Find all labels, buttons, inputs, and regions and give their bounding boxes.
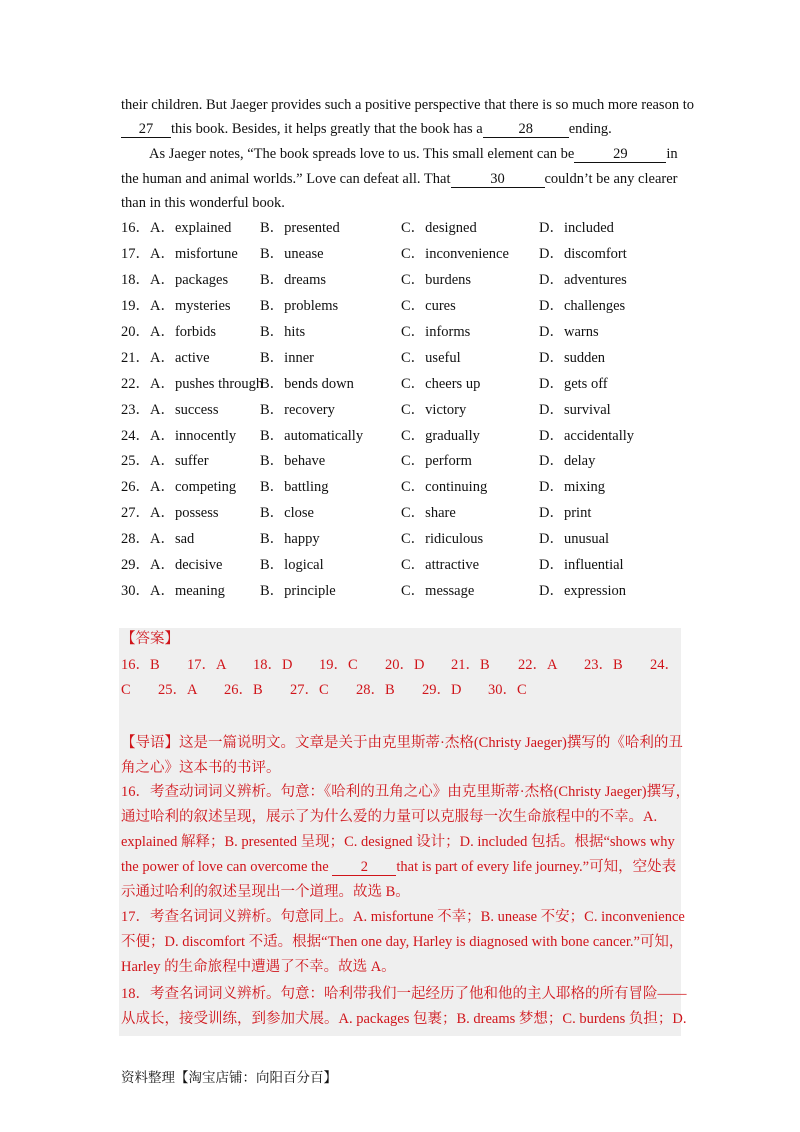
option-c: C．victory	[401, 402, 467, 418]
option-b: B．automatically	[260, 428, 364, 444]
answer-item: C	[121, 682, 131, 698]
option-a: 27．A．possess	[121, 505, 219, 521]
option-c: C．gradually	[401, 428, 480, 444]
answer-item: 26．B	[224, 682, 263, 698]
option-c: C．cures	[401, 298, 456, 314]
page-footer: 资料整理【淘宝店铺：向阳百分百】	[121, 1070, 337, 1086]
option-b: B．hits	[260, 324, 306, 340]
answer-item: 24．	[650, 657, 679, 673]
option-d: D．sudden	[539, 350, 606, 366]
blank-2: 2	[332, 859, 396, 876]
option-a: 16．A．explained	[121, 220, 232, 236]
option-d: D．warns	[539, 324, 599, 340]
option-a: 22．A．pushes through	[121, 376, 264, 392]
explanation-16-line-4-end: that is part of every life journey.”可知，空处表	[396, 859, 677, 875]
explanation-16-line-5: 示通过哈利的叙述呈现出一个道理。故选 B。	[121, 884, 410, 900]
passage-line-2-end: ending.	[568, 121, 612, 137]
option-a: 21．A．active	[121, 350, 210, 366]
option-c: C．inconvenience	[401, 246, 509, 262]
option-d: D．mixing	[539, 479, 606, 495]
option-d: D．discomfort	[539, 246, 627, 262]
blank-30: 30	[451, 171, 545, 188]
option-c: C．attractive	[401, 557, 480, 573]
answer-item: 18．D	[253, 657, 293, 673]
option-b: B．happy	[260, 531, 320, 547]
option-row	[121, 321, 681, 343]
option-a: 30．A．meaning	[121, 583, 225, 599]
option-b: B．behave	[260, 453, 326, 469]
option-d: D．gets off	[539, 376, 608, 392]
answer-item: 19．C	[319, 657, 358, 673]
blank-29: 29	[574, 146, 666, 163]
option-a: 25．A．suffer	[121, 453, 209, 469]
option-a: 23．A．success	[121, 402, 219, 418]
option-b: B．bends down	[260, 376, 354, 392]
option-b: B．unease	[260, 246, 324, 262]
explanation-16-line-2: 通过哈利的叙述呈现，展示了为什么爱的力量可以克服每一次生命旅程中的不幸。A.	[121, 809, 658, 825]
option-c: C．burdens	[401, 272, 472, 288]
answer-heading: 【答案】	[121, 631, 179, 647]
option-d: D．delay	[539, 453, 596, 469]
option-b: B．battling	[260, 479, 329, 495]
option-a: 24．A．innocently	[121, 428, 237, 444]
option-c: C．ridiculous	[401, 531, 484, 547]
option-a: 18．A．packages	[121, 272, 229, 288]
option-a: 17．A．misfortune	[121, 246, 238, 262]
option-a: 19．A．mysteries	[121, 298, 231, 314]
option-row	[121, 399, 681, 421]
option-c: C．informs	[401, 324, 471, 340]
answer-item: 27．C	[290, 682, 329, 698]
explanation-18-line-2: 从成长，接受训练，到参加犬展。A. packages 包裹；B. dreams 梦想；C. burdens 负担；D.	[121, 1011, 687, 1027]
option-c: C．useful	[401, 350, 461, 366]
option-d: D．print	[539, 505, 592, 521]
option-d: D．survival	[539, 402, 611, 418]
option-d: D．expression	[539, 583, 626, 599]
passage-line-2-text: this book. Besides, it helps greatly that the book has a	[171, 121, 483, 137]
option-a: 28．A．sad	[121, 531, 195, 547]
blank-27: 27	[121, 121, 171, 138]
answer-item: 30．C	[488, 682, 527, 698]
option-c: C．designed	[401, 220, 477, 236]
option-d: D．unusual	[539, 531, 610, 547]
option-row	[121, 502, 681, 524]
option-a: 29．A．decisive	[121, 557, 223, 573]
explanation-16-line-4	[121, 857, 676, 877]
option-c: C．perform	[401, 453, 472, 469]
option-row	[121, 450, 681, 472]
option-row	[121, 243, 681, 265]
blank-28: 28	[483, 121, 569, 138]
passage-line-4-end: couldn’t be any clearer	[544, 171, 678, 187]
answer-item: 25．A	[158, 682, 198, 698]
passage-line-3-text: As Jaeger notes, “The book spreads love to us. This small element can be	[149, 146, 575, 162]
option-row	[121, 347, 681, 369]
answer-item: 23．B	[584, 657, 623, 673]
passage-line-4-text: the human and animal worlds.” Love can defeat all. That	[121, 171, 451, 187]
option-c: C．cheers up	[401, 376, 481, 392]
answer-item: 22．A	[518, 657, 558, 673]
passage-line-2	[121, 119, 612, 139]
option-row	[121, 554, 681, 576]
option-a: 20．A．forbids	[121, 324, 217, 340]
option-d: D．accidentally	[539, 428, 635, 444]
answer-item: 29．D	[422, 682, 462, 698]
option-row	[121, 425, 681, 447]
option-b: B．presented	[260, 220, 340, 236]
option-b: B．logical	[260, 557, 324, 573]
passage-line-5: than in this wonderful book.	[121, 195, 285, 211]
answer-item: 20．D	[385, 657, 425, 673]
answer-item: 16．B	[121, 657, 160, 673]
option-c: C．continuing	[401, 479, 488, 495]
passage-line-1: their children. But Jaeger provides such a positive perspective that there is so much more reason to	[121, 97, 694, 113]
explanation-18-line-1: 18．考查名词词义辨析。句意：哈利带我们一起经历了他和他的主人耶格的所有冒险——	[121, 986, 687, 1002]
option-b: B．principle	[260, 583, 336, 599]
answer-row-1	[121, 655, 681, 675]
option-b: B．inner	[260, 350, 314, 366]
answer-item: 28．B	[356, 682, 395, 698]
option-d: D．adventures	[539, 272, 627, 288]
explanation-17-line-1: 17．考查名词词义辨析。句意同上。A. misfortune 不幸；B. unease 不安；C. inconvenience	[121, 909, 685, 925]
answer-item: 17．A	[187, 657, 227, 673]
explanation-17-line-3: Harley 的生命旅程中遭遇了不幸。故选 A。	[121, 959, 396, 975]
option-row	[121, 269, 681, 291]
answer-row-2	[121, 680, 681, 700]
guide-line-1: 【导语】这是一篇说明文。文章是关于由克里斯蒂·杰格(Christy Jaeger)撰写的《哈利的丑	[121, 735, 683, 751]
answer-item: 21．B	[451, 657, 490, 673]
option-row	[121, 580, 681, 602]
option-b: B．problems	[260, 298, 339, 314]
option-b: B．dreams	[260, 272, 327, 288]
option-b: B．close	[260, 505, 314, 521]
option-a: 26．A．competing	[121, 479, 237, 495]
option-row	[121, 295, 681, 317]
option-c: C．message	[401, 583, 475, 599]
option-b: B．recovery	[260, 402, 335, 418]
explanation-16-line-3: explained 解释；B. presented 呈现；C. designed 设计；D. included 包括。根据“shows why	[121, 834, 675, 850]
explanation-16-line-1: 16．考查动词词义辨析。句意：《哈利的丑角之心》由克里斯蒂·杰格(Christy Jaeger)撰写，	[121, 784, 691, 800]
option-row	[121, 528, 681, 550]
passage-line-3-end: in	[666, 146, 678, 162]
option-d: D．influential	[539, 557, 624, 573]
passage-line-3	[149, 144, 678, 164]
passage-line-4	[121, 169, 678, 189]
option-c: C．share	[401, 505, 456, 521]
option-row	[121, 373, 681, 395]
option-d: D．included	[539, 220, 614, 236]
option-row	[121, 476, 681, 498]
guide-line-2: 角之心》这本书的书评。	[121, 760, 281, 776]
option-d: D．challenges	[539, 298, 626, 314]
explanation-16-line-4-start: the power of love can overcome the	[121, 859, 329, 875]
explanation-17-line-2: 不便；D. discomfort 不适。根据“Then one day, Harley is diagnosed with bone cancer.”可知，	[121, 934, 684, 950]
option-row	[121, 217, 681, 239]
